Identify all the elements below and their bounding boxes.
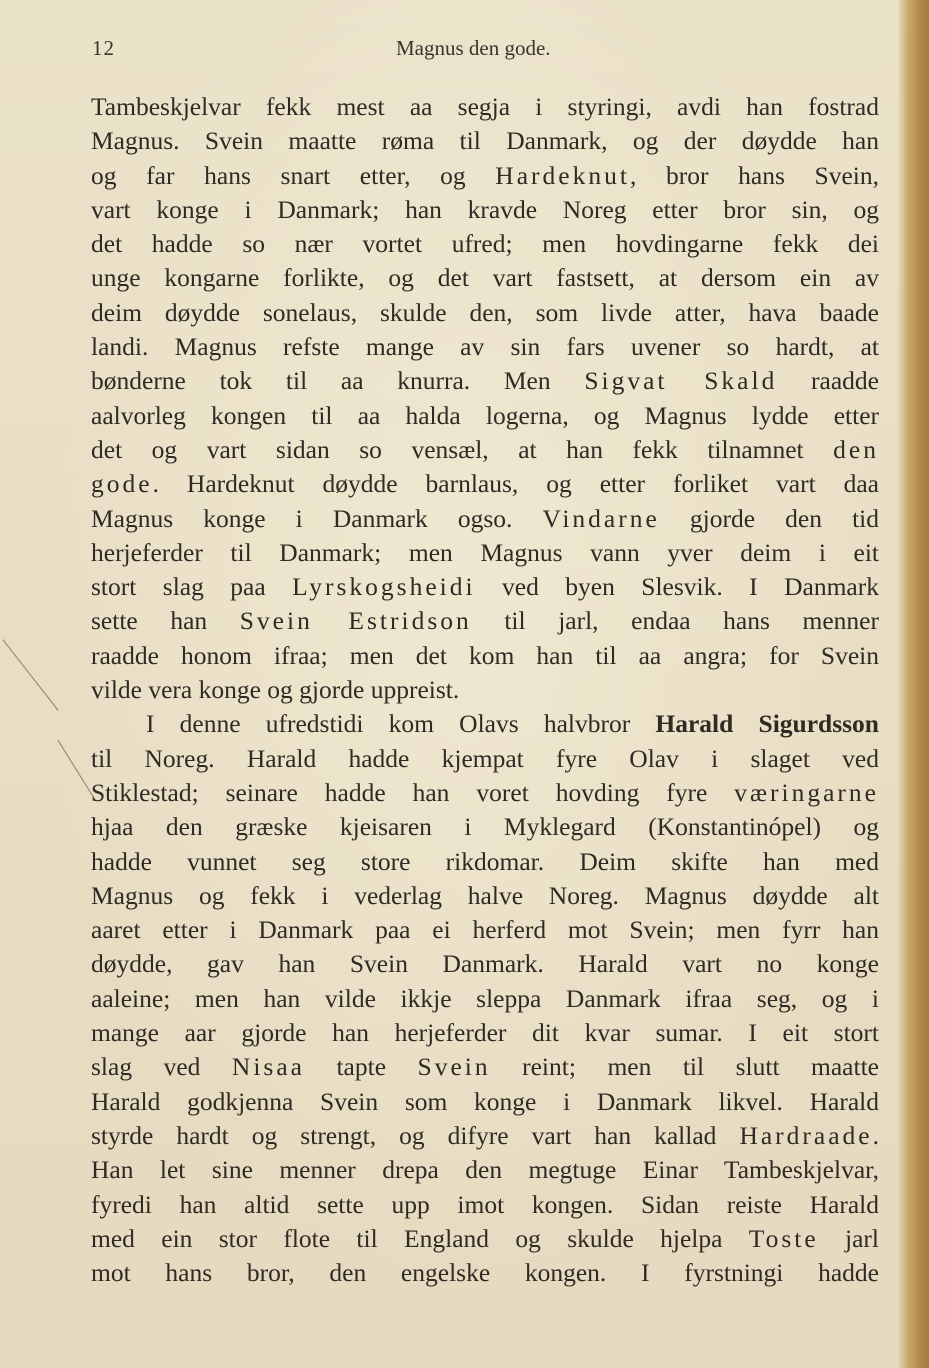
text-run: til jarl, endaa hans menner: [471, 606, 879, 636]
text-run: sette han: [91, 606, 240, 636]
text-run: jarl: [818, 1223, 879, 1253]
text-line: [91, 1222, 879, 1256]
text-run: det hadde so nær vortet ufred; men hovdingarne fekk dei: [91, 229, 879, 259]
text-line: [91, 124, 879, 158]
text-run: herjeferder til Danmark; men Magnus vann yver deim i eit: [91, 537, 879, 567]
text-line: [91, 433, 879, 467]
running-title: Magnus den gode.: [396, 36, 551, 60]
spaced-text: Vindarne: [542, 503, 660, 533]
text-run: døydde, gav han Svein Danmark. Harald vart no konge: [91, 949, 879, 979]
text-run: vart konge i Danmark; han kravde Noreg etter bror sin, og: [91, 194, 879, 224]
text-run: Magnus og fekk i vederlag halve Noreg. Magnus døydde alt: [91, 880, 879, 910]
text-run: reint; men til slutt maatte: [490, 1052, 879, 1082]
text-run: mange aar gjorde han herjeferder dit kvar sumar. I eit stort: [91, 1018, 879, 1048]
spaced-text: Svein: [417, 1052, 491, 1082]
text-line: [91, 810, 879, 844]
text-line: [91, 536, 879, 570]
text-run: Harald godkjenna Svein som konge i Danmark likvel. Harald: [91, 1086, 879, 1116]
text-line: [91, 1050, 879, 1084]
text-run: hadde vunnet seg store rikdomar. Deim skifte han med: [91, 846, 879, 876]
bold-name: Harald Sigurdsson: [655, 709, 879, 739]
text-line: [91, 1256, 879, 1290]
text-run: aaret etter i Danmark paa ei herferd mot Svein; men fyrr han: [91, 915, 879, 945]
text-line: [91, 502, 879, 536]
text-run: deim døydde sonelaus, skulde den, som livde atter, hava baade: [91, 297, 879, 327]
page-number: 12: [92, 36, 115, 60]
text-run: I denne ufredstidi kom Olavs halvbror: [146, 709, 656, 739]
text-run: bønderne tok til aa knurra. Men: [91, 366, 585, 396]
text-run: til Noreg. Harald hadde kjempat fyre Olav i slaget ved: [91, 743, 879, 773]
text-run: mot hans bror, den engelske kongen. I fyrstningi hadde: [91, 1258, 879, 1288]
spaced-text: Hardeknut: [495, 160, 630, 190]
text-line: [91, 399, 879, 433]
spaced-text: Toste: [748, 1223, 819, 1253]
text-line: [91, 296, 879, 330]
text-run: fyredi han altid sette upp imot kongen. Sidan reiste Harald: [91, 1189, 879, 1219]
pencil-mark: [2, 639, 58, 711]
text-line: [91, 639, 879, 673]
text-run: .: [872, 1120, 879, 1150]
text-run: aalvorleg kongen til aa halda logerna, og Magnus lydde etter: [91, 400, 879, 430]
text-run: Stiklestad; seinare hadde han voret hovding fyre: [91, 777, 735, 807]
text-run: aaleine; men han vilde ikkje sleppa Danmark ifraa seg, og i: [91, 983, 879, 1013]
text-run: Tambeskjelvar fekk mest aa segja i styringi, avdi han fostrad: [91, 92, 879, 121]
text-line: [91, 707, 879, 741]
text-line: [91, 261, 879, 295]
text-line: [91, 467, 879, 501]
text-line: [91, 1085, 879, 1119]
text-run: raadde honom ifraa; men det kom han til aa angra; for Svein: [91, 640, 879, 670]
text-line: [91, 330, 879, 364]
spaced-text: Hardraade: [739, 1120, 873, 1150]
pencil-mark: [58, 740, 96, 800]
text-run: stort slag paa: [91, 572, 293, 602]
spaced-text: Lyrskogsheidi: [292, 572, 476, 602]
text-line: [91, 879, 879, 913]
text-run: . Hardeknut døydde barnlaus, og etter forliket vart daa: [152, 469, 879, 499]
text-run: Magnus. Svein maatte røma til Danmark, og der døydde han: [91, 126, 879, 156]
spaced-text: væringarne: [734, 777, 879, 807]
text-run: raadde: [777, 366, 879, 396]
text-line: [91, 90, 879, 124]
text-line: [91, 227, 879, 261]
text-line: [91, 604, 879, 638]
page-edge: [897, 0, 929, 1368]
text-line: [91, 1119, 879, 1153]
text-line: [91, 364, 879, 398]
page-header: [88, 36, 879, 62]
text-line: [91, 845, 879, 879]
text-line: [91, 947, 879, 981]
text-line: [91, 1188, 879, 1222]
spaced-text: Sigvat Skald: [584, 366, 778, 396]
text-line: [91, 982, 879, 1016]
text-run: det og vart sidan so vensæl, at han fekk tilnamnet: [91, 434, 834, 464]
text-run: Magnus konge i Danmark ogso.: [91, 503, 543, 533]
text-run: vilde vera konge og gjorde uppreist.: [91, 675, 460, 705]
text-line: [91, 913, 879, 947]
text-run: unge kongarne forlikte, og det vart fastsett, at dersom ein av: [91, 263, 879, 293]
text-line: [91, 776, 879, 810]
text-line: [91, 742, 879, 776]
text-run: ved byen Slesvik. I Danmark: [475, 572, 879, 602]
text-run: med ein stor flote til England og skulde hjelpa: [91, 1223, 749, 1253]
text-run: landi. Magnus refste mange av sin fars uvener so hardt, at: [91, 332, 879, 362]
text-line: [91, 673, 879, 707]
text-line: [91, 1153, 879, 1187]
text-run: tapte: [304, 1052, 418, 1082]
text-line: [91, 1016, 879, 1050]
text-run: styrde hardt og strengt, og difyre vart han kallad: [91, 1120, 740, 1150]
text-run: hjaa den græske kjeisaren i Myklegard (Konstantinópel) og: [91, 812, 879, 842]
spaced-text: Svein Estridson: [239, 606, 472, 636]
text-run: og far hans snart etter, og: [91, 160, 496, 190]
text-line: [91, 193, 879, 227]
text-run: slag ved: [91, 1052, 232, 1082]
text-run: Han let sine menner drepa den megtuge Einar Tambeskjelvar,: [91, 1155, 879, 1185]
text-run: , bror hans Svein,: [629, 160, 880, 190]
text-run: gjorde den tid: [659, 503, 879, 533]
body-text: [91, 90, 879, 1290]
spaced-text: den: [833, 434, 879, 464]
spaced-text: Nisaa: [231, 1052, 305, 1082]
text-line: [91, 159, 879, 193]
text-line: [91, 570, 879, 604]
spaced-text: gode: [91, 469, 153, 499]
